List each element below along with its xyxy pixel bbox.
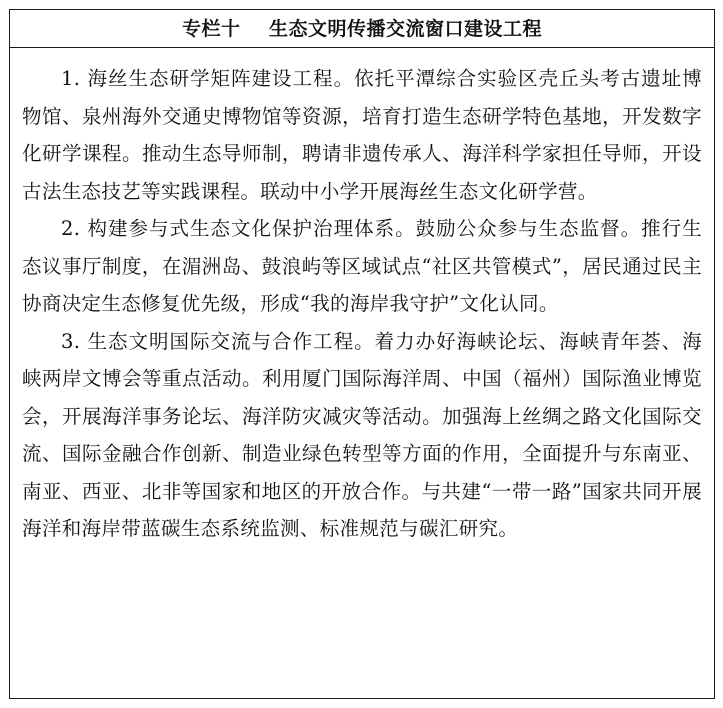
column-title: 专栏十 生态文明传播交流窗口建设工程	[10, 10, 714, 48]
column-box	[9, 9, 715, 699]
column-body	[10, 48, 714, 548]
paragraph-2: 2. 构建参与式生态文化保护治理体系。鼓励公众参与生态监督。推行生态议事厅制度，在湄洲岛、鼓浪屿等区域试点“社区共管模式”，居民通过民主协商决定生态修复优先级，形成“我的海岸我守护”文化认同。	[22, 217, 702, 315]
paragraph-3: 3. 生态文明国际交流与合作工程。着力办好海峡论坛、海峡青年荟、海峡两岸文博会等重点活动。利用厦门国际海洋周、中国（福州）国际渔业博览会，开展海洋事务论坛、海洋防灾减灾等活动。加强海上丝绸之路文化国际交流、国际金融合作创新、制造业绿色转型等方面的作用，全面提升与东南亚、南亚、西亚、北非等国家和地区的开放合作。与共建“一带一路”国家共同开展海洋和海岸带蓝碳生态系统监测、标准规范与碳汇研究。	[22, 329, 702, 540]
paragraph-1: 1. 海丝生态研学矩阵建设工程。依托平潭综合实验区壳丘头考古遗址博物馆、泉州海外交通史博物馆等资源，培育打造生态研学特色基地，开发数字化研学课程。推动生态导师制，聘请非遗传承人、海洋科学家担任导师，开设古法生态技艺等实践课程。联动中小学开展海丝生态文化研学营。	[22, 67, 702, 203]
